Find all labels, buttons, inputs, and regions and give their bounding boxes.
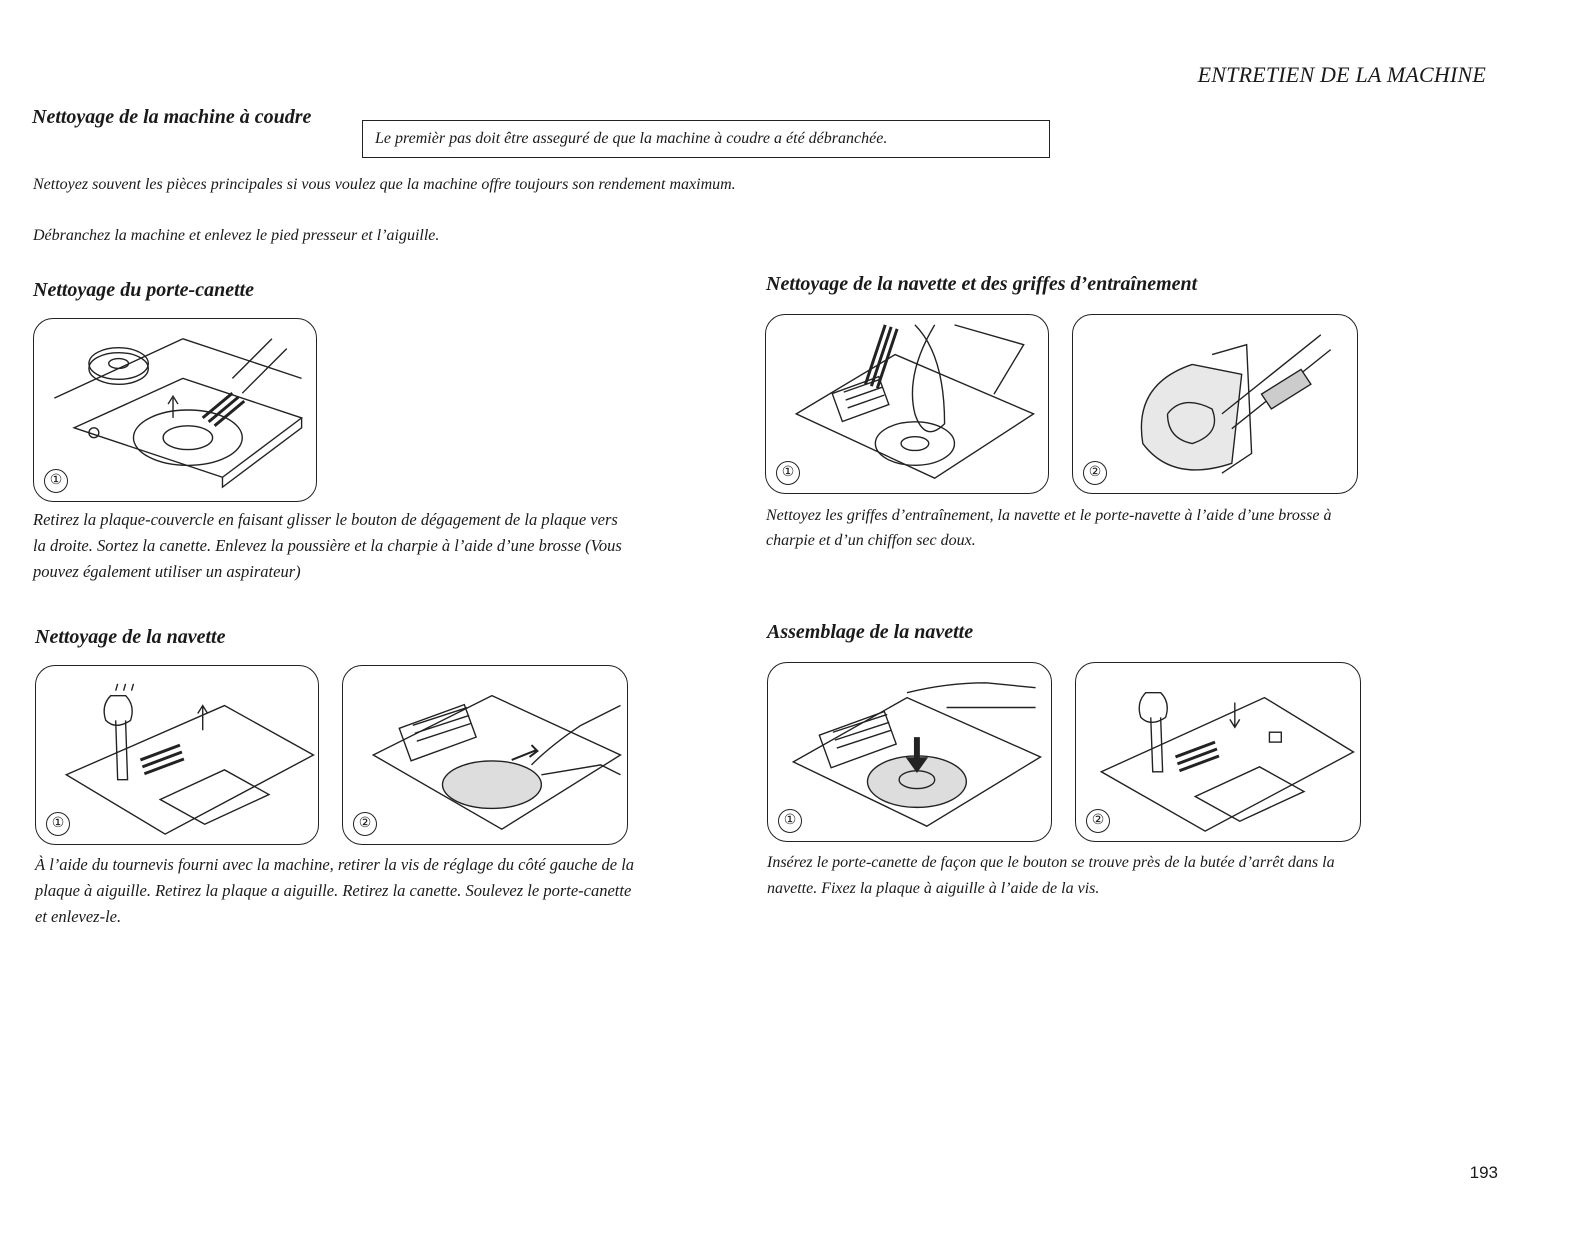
figure-number-badge: ① [44, 469, 68, 493]
figure-number-badge: ① [776, 461, 800, 485]
section-title-hook: Nettoyage de la navette [35, 626, 226, 648]
figure-number-badge: ② [1086, 809, 1110, 833]
figure-hook-1 [35, 665, 319, 845]
page-number: 193 [1469, 1163, 1498, 1182]
intro-paragraph-2: Débranchez la machine et enlevez le pied presseur et l’aiguille. [33, 227, 440, 244]
description-bobbin-case: Retirez la plaque-couvercle en faisant glisser le bouton de dégagement de la plaque vers la droite. Sortez la canette. Enlevez la poussière et la charpie à l’aide d’une brosse (Vous pouvez également utiliser un aspirateur) [33, 510, 622, 581]
description-assembly: Insérez le porte-canette de façon que le bouton se trouve près de la butée d’arrêt dans la navette. Fixez la plaque à aiguille à l’aide de la vis. [767, 854, 1335, 897]
illustration-insert-bobbin-case [768, 663, 1051, 841]
illustration-remove-screw [36, 666, 318, 844]
figure-number-badge: ② [1083, 461, 1107, 485]
intro-paragraph-1: Nettoyez souvent les pièces principales si vous voulez que la machine offre toujours son rendement maximum. [33, 176, 736, 193]
illustration-lift-bobbin-case [343, 666, 627, 844]
figure-number-badge: ① [46, 812, 70, 836]
figure-number-badge: ② [353, 812, 377, 836]
figure-hook-and-feed-1 [765, 314, 1049, 494]
illustration-brush-cleaning-feed-dogs [766, 315, 1048, 493]
figure-assembly-2 [1075, 662, 1361, 842]
section-title-bobbin-case: Nettoyage du porte-canette [33, 279, 255, 301]
figure-hook-and-feed-2 [1072, 314, 1358, 494]
illustration-bobbin-case-brushing [1073, 315, 1357, 493]
section-title-assembly: Assemblage de la navette [767, 621, 974, 643]
description-hook: À l’aide du tournevis fourni avec la machine, retirer la vis de réglage du côté gauche de la plaque à aiguille. Retirez la plaque a aiguille. Retirez la canette. Soulevez le porte-canette et enlevez-le. [35, 855, 635, 926]
description-hook-and-feed: Nettoyez les griffes d’entraînement, la navette et le porte-navette à l’aide d’une brosse à charpie et d’un chiffon sec doux. [766, 507, 1332, 549]
figure-number-badge: ① [778, 809, 802, 833]
illustration-bobbin-case-removal [34, 319, 316, 501]
warning-box [362, 120, 1050, 158]
warning-text: Le premièr pas doit être asseguré de que la machine à coudre a été débranchée. [375, 130, 888, 147]
chapter-title: ENTRETIEN DE LA MACHINE [1197, 62, 1486, 87]
figure-bobbin-case-1 [33, 318, 317, 502]
illustration-fasten-needle-plate [1076, 663, 1360, 841]
figure-hook-2 [342, 665, 628, 845]
page-title: Nettoyage de la machine à coudre [32, 106, 312, 128]
figure-assembly-1 [767, 662, 1052, 842]
section-title-hook-and-feed: Nettoyage de la navette et des griffes d’entraînement [766, 273, 1198, 295]
